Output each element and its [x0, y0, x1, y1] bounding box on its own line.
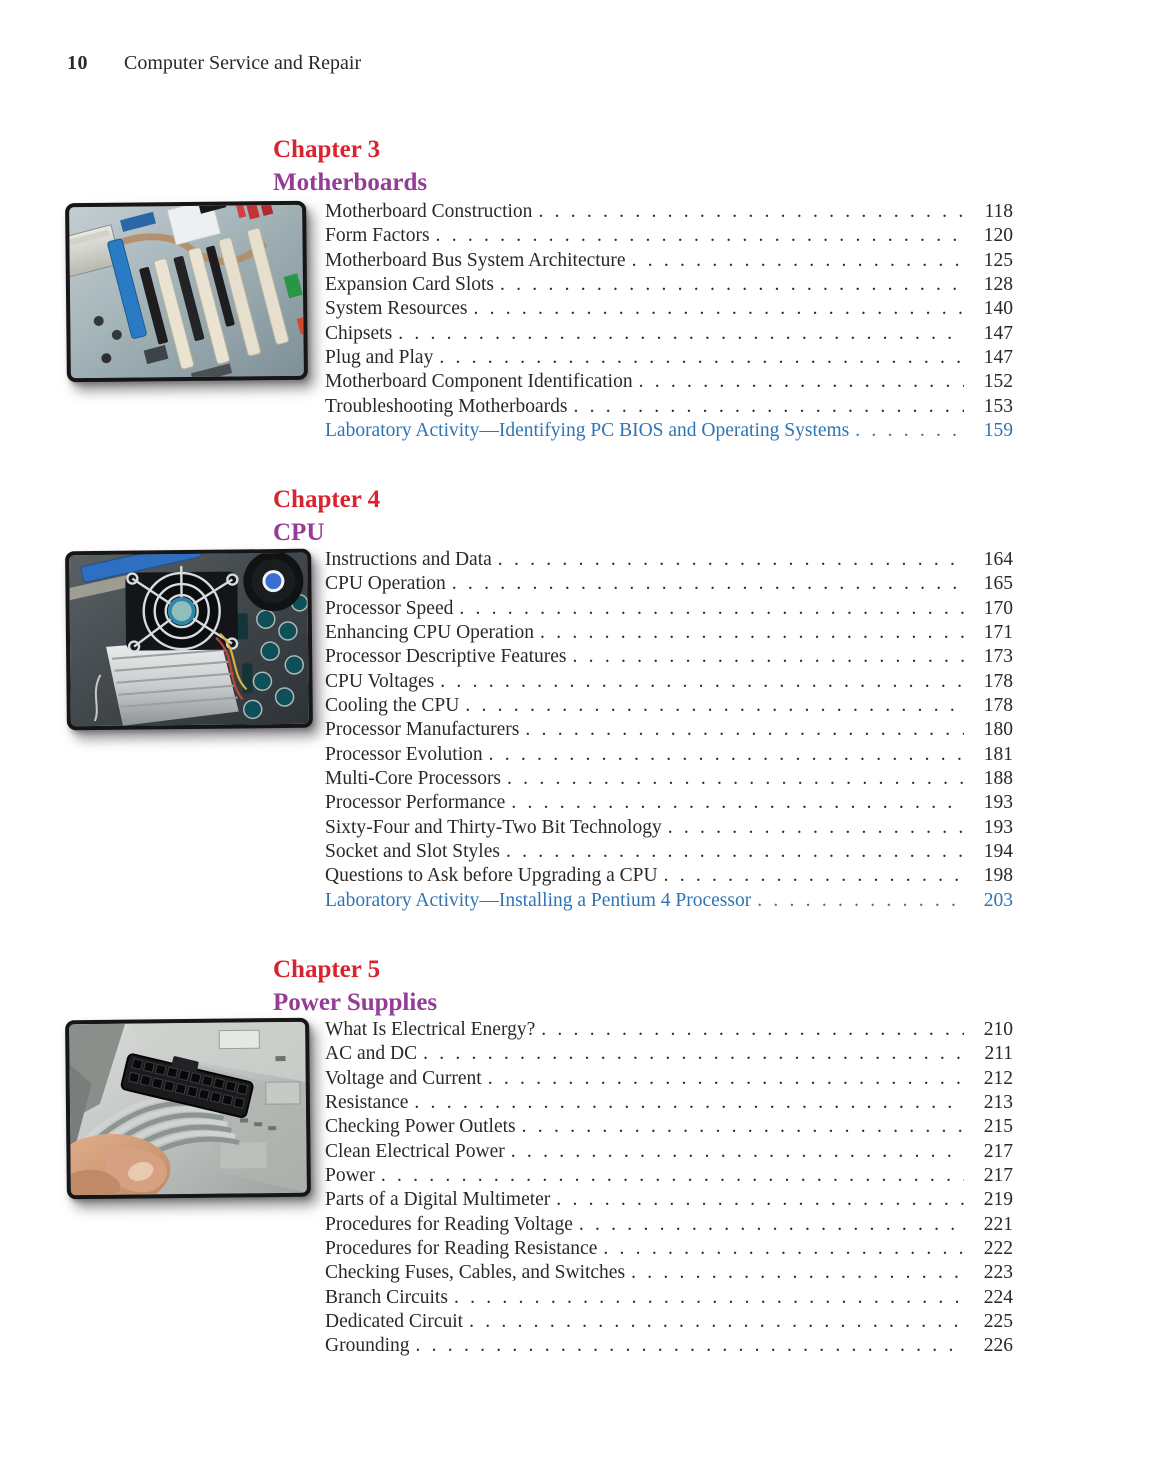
dot-leader: [398, 323, 964, 345]
toc-entry: [325, 201, 1013, 225]
toc-entry-title: Multi-Core Processors: [325, 767, 502, 789]
toc-entry-title: Sixty-Four and Thirty-Two Bit Technology: [325, 816, 662, 838]
toc-entry-page: 221: [983, 1213, 1013, 1235]
toc-entry-title: Questions to Ask before Upgrading a CPU: [325, 865, 658, 887]
toc-entry-title: Form Factors: [325, 225, 430, 247]
toc-entry-page: 171: [983, 621, 1013, 643]
dot-leader: [538, 201, 964, 223]
toc-entry-page: 178: [983, 694, 1013, 716]
toc-entry-title: CPU Voltages: [325, 670, 435, 692]
toc-entry: [325, 396, 1013, 420]
dot-leader: [469, 1311, 964, 1333]
dot-leader: [855, 420, 964, 442]
dot-leader: [416, 1335, 965, 1357]
chapter4-toc-list: [325, 549, 1013, 914]
toc-entry-page: 224: [983, 1286, 1013, 1308]
toc-entry: [325, 1311, 1013, 1335]
toc-entry-page: 215: [983, 1116, 1013, 1138]
toc-entry-page: 198: [983, 865, 1013, 887]
toc-entry-page: 194: [983, 840, 1013, 862]
toc-entry-title: Laboratory Activity—Identifying PC BIOS and Operating Systems: [325, 419, 850, 441]
dot-leader: [500, 274, 964, 296]
dot-leader: [511, 1141, 964, 1163]
dot-leader: [757, 890, 964, 912]
dot-leader: [579, 1214, 964, 1236]
toc-entry: [325, 1043, 1013, 1067]
toc-entry-page: 212: [983, 1067, 1013, 1089]
toc-entry: [325, 646, 1013, 670]
toc-entry-page: 223: [983, 1262, 1013, 1284]
toc-entry-page: 120: [983, 225, 1013, 247]
chapter5-title: Power Supplies: [273, 989, 438, 1016]
toc-entry: [325, 865, 1013, 889]
toc-entry-title: Resistance: [325, 1091, 409, 1113]
toc-entry: [325, 1068, 1013, 1092]
toc-entry-page: 170: [983, 597, 1013, 619]
toc-entry: [325, 622, 1013, 646]
toc-entry: [325, 323, 1013, 347]
chapter5-toc-list: [325, 1019, 1013, 1360]
toc-entry-page: 140: [983, 298, 1013, 320]
toc-entry-page: 152: [983, 371, 1013, 393]
dot-leader: [423, 1043, 964, 1065]
toc-entry-page: 217: [983, 1164, 1013, 1186]
toc-entry: [325, 1019, 1013, 1043]
dot-leader: [573, 396, 964, 418]
chapter4-label: Chapter 4: [273, 486, 381, 513]
toc-entry: [325, 573, 1013, 597]
dot-leader: [525, 719, 964, 741]
chapter3-label: Chapter 3: [273, 136, 381, 163]
toc-entry-title: Troubleshooting Motherboards: [325, 395, 568, 417]
toc-entry-page: 178: [983, 670, 1013, 692]
toc-entry: [325, 250, 1013, 274]
toc-entry-page: 226: [983, 1335, 1013, 1357]
running-head: [67, 52, 361, 75]
toc-entry: [325, 1116, 1013, 1140]
power-connector-illustration: [69, 1022, 307, 1195]
toc-entry: [325, 841, 1013, 865]
toc-entry-page: 180: [983, 719, 1013, 741]
dot-leader: [664, 865, 964, 887]
cpu-illustration: [69, 553, 309, 726]
dot-leader: [473, 298, 964, 320]
toc-entry-page: 128: [983, 273, 1013, 295]
toc-entry: [325, 1262, 1013, 1286]
toc-entry: [325, 274, 1013, 298]
toc-entry: [325, 671, 1013, 695]
toc-entry: [325, 1335, 1013, 1359]
dot-leader: [631, 1262, 964, 1284]
toc-entry-page: 188: [983, 767, 1013, 789]
dot-leader: [436, 225, 964, 247]
dot-leader: [381, 1165, 964, 1187]
toc-entry-title: Laboratory Activity—Installing a Pentium 4 Processor: [325, 889, 752, 911]
dot-leader: [603, 1238, 964, 1260]
dot-leader: [573, 646, 964, 668]
toc-entry: [325, 598, 1013, 622]
dot-leader: [489, 744, 964, 766]
dot-leader: [488, 1068, 964, 1090]
dot-leader: [556, 1189, 964, 1211]
toc-entry-title: Plug and Play: [325, 346, 434, 368]
dot-leader: [511, 792, 964, 814]
toc-entry-title: Procedures for Reading Voltage: [325, 1213, 573, 1235]
toc-entry-title: Chipsets: [325, 322, 393, 344]
toc-entry-title: CPU Operation: [325, 573, 446, 595]
toc-entry-title: Parts of a Digital Multimeter: [325, 1189, 551, 1211]
toc-entry-title: Socket and Slot Styles: [325, 840, 500, 862]
dot-leader: [439, 347, 964, 369]
dot-leader: [668, 817, 964, 839]
dot-leader: [498, 549, 964, 571]
toc-entry-title: What Is Electrical Energy?: [325, 1019, 536, 1040]
toc-entry: [325, 1214, 1013, 1238]
dot-leader: [465, 695, 964, 717]
dot-leader: [452, 573, 964, 595]
toc-entry-title: Motherboard Bus System Architecture: [325, 249, 626, 271]
dot-leader: [440, 671, 964, 693]
dot-leader: [459, 598, 964, 620]
toc-entry-page: 219: [983, 1189, 1013, 1211]
dot-leader: [540, 622, 964, 644]
cpu-heatsink-photo: [65, 549, 313, 731]
toc-entry-page: 193: [983, 816, 1013, 838]
power-connector-photo: [65, 1018, 311, 1200]
toc-entry-page: 222: [983, 1237, 1013, 1259]
toc-entry-page: 225: [983, 1310, 1013, 1332]
toc-entry-page: 210: [983, 1019, 1013, 1040]
toc-entry: [325, 549, 1013, 573]
toc-entry-page: 147: [983, 322, 1013, 344]
dot-leader: [506, 841, 964, 863]
dot-leader: [454, 1287, 964, 1309]
dot-leader: [522, 1116, 964, 1138]
toc-entry: [325, 1165, 1013, 1189]
toc-entry-title: Grounding: [325, 1335, 410, 1357]
toc-entry-page: 173: [983, 646, 1013, 668]
toc-entry-page: 213: [983, 1091, 1013, 1113]
toc-entry: [325, 371, 1013, 395]
toc-entry-title: Expansion Card Slots: [325, 273, 494, 295]
book-title: Computer Service and Repair: [124, 52, 362, 74]
toc-entry-title: Dedicated Circuit: [325, 1310, 464, 1332]
toc-entry-title: AC and DC: [325, 1043, 418, 1065]
chapter3-title: Motherboards: [273, 169, 428, 196]
dot-leader: [414, 1092, 964, 1114]
toc-entry-page: 181: [983, 743, 1013, 765]
toc-entry: [325, 1287, 1013, 1311]
toc-entry: [325, 298, 1013, 322]
toc-entry-title: Processor Performance: [325, 792, 506, 814]
toc-entry-title: Motherboard Construction: [325, 201, 533, 222]
toc-entry-title: Processor Speed: [325, 597, 454, 619]
toc-entry: [325, 1092, 1013, 1116]
chapter3-toc-list: [325, 201, 1013, 444]
toc-entry-title: Procedures for Reading Resistance: [325, 1237, 598, 1259]
toc-entry: [325, 1238, 1013, 1262]
toc-entry-title: Branch Circuits: [325, 1286, 448, 1308]
toc-entry-title: Power: [325, 1164, 375, 1186]
dot-leader: [639, 371, 964, 393]
dot-leader: [541, 1019, 964, 1041]
motherboard-illustration: [69, 205, 304, 378]
toc-entry-page: 147: [983, 346, 1013, 368]
toc-entry-page: 118: [984, 201, 1013, 222]
toc-entry: [325, 1141, 1013, 1165]
toc-entry: [325, 347, 1013, 371]
toc-entry-title: Voltage and Current: [325, 1067, 482, 1089]
toc-entry-title: Checking Power Outlets: [325, 1116, 516, 1138]
toc-entry: [325, 695, 1013, 719]
toc-entry: [325, 792, 1013, 816]
dot-leader: [507, 768, 964, 790]
toc-entry-title: Cooling the CPU: [325, 694, 460, 716]
toc-entry: [325, 225, 1013, 249]
toc-entry-title: System Resources: [325, 298, 468, 320]
toc-entry: [325, 719, 1013, 743]
toc-entry-title: Checking Fuses, Cables, and Switches: [325, 1262, 626, 1284]
chapter5-label: Chapter 5: [273, 956, 381, 983]
toc-lab-activity-entry: [325, 420, 1013, 444]
toc-entry-title: Processor Manufacturers: [325, 719, 520, 741]
toc-entry: [325, 744, 1013, 768]
toc-entry-page: 193: [983, 792, 1013, 814]
toc-entry-page: 159: [983, 419, 1013, 441]
dot-leader: [632, 250, 964, 272]
toc-entry-title: Processor Descriptive Features: [325, 646, 567, 668]
toc-entry-page: 211: [984, 1043, 1013, 1065]
toc-entry-title: Motherboard Component Identification: [325, 371, 633, 393]
motherboard-photo: [65, 201, 308, 383]
page-number: 10: [67, 52, 88, 74]
chapter4-title: CPU: [273, 519, 325, 546]
toc-entry-page: 125: [983, 249, 1013, 271]
toc-entry-title: Clean Electrical Power: [325, 1140, 505, 1162]
toc-entry: [325, 817, 1013, 841]
toc-entry: [325, 1189, 1013, 1213]
toc-entry-page: 164: [983, 549, 1013, 570]
toc-entry-page: 217: [983, 1140, 1013, 1162]
toc-entry-page: 153: [983, 395, 1013, 417]
toc-entry: [325, 768, 1013, 792]
toc-entry-title: Instructions and Data: [325, 549, 492, 570]
toc-entry-page: 203: [983, 889, 1013, 911]
toc-entry-page: 165: [983, 573, 1013, 595]
toc-entry-title: Enhancing CPU Operation: [325, 621, 535, 643]
toc-entry-title: Processor Evolution: [325, 743, 483, 765]
toc-lab-activity-entry: [325, 890, 1013, 914]
